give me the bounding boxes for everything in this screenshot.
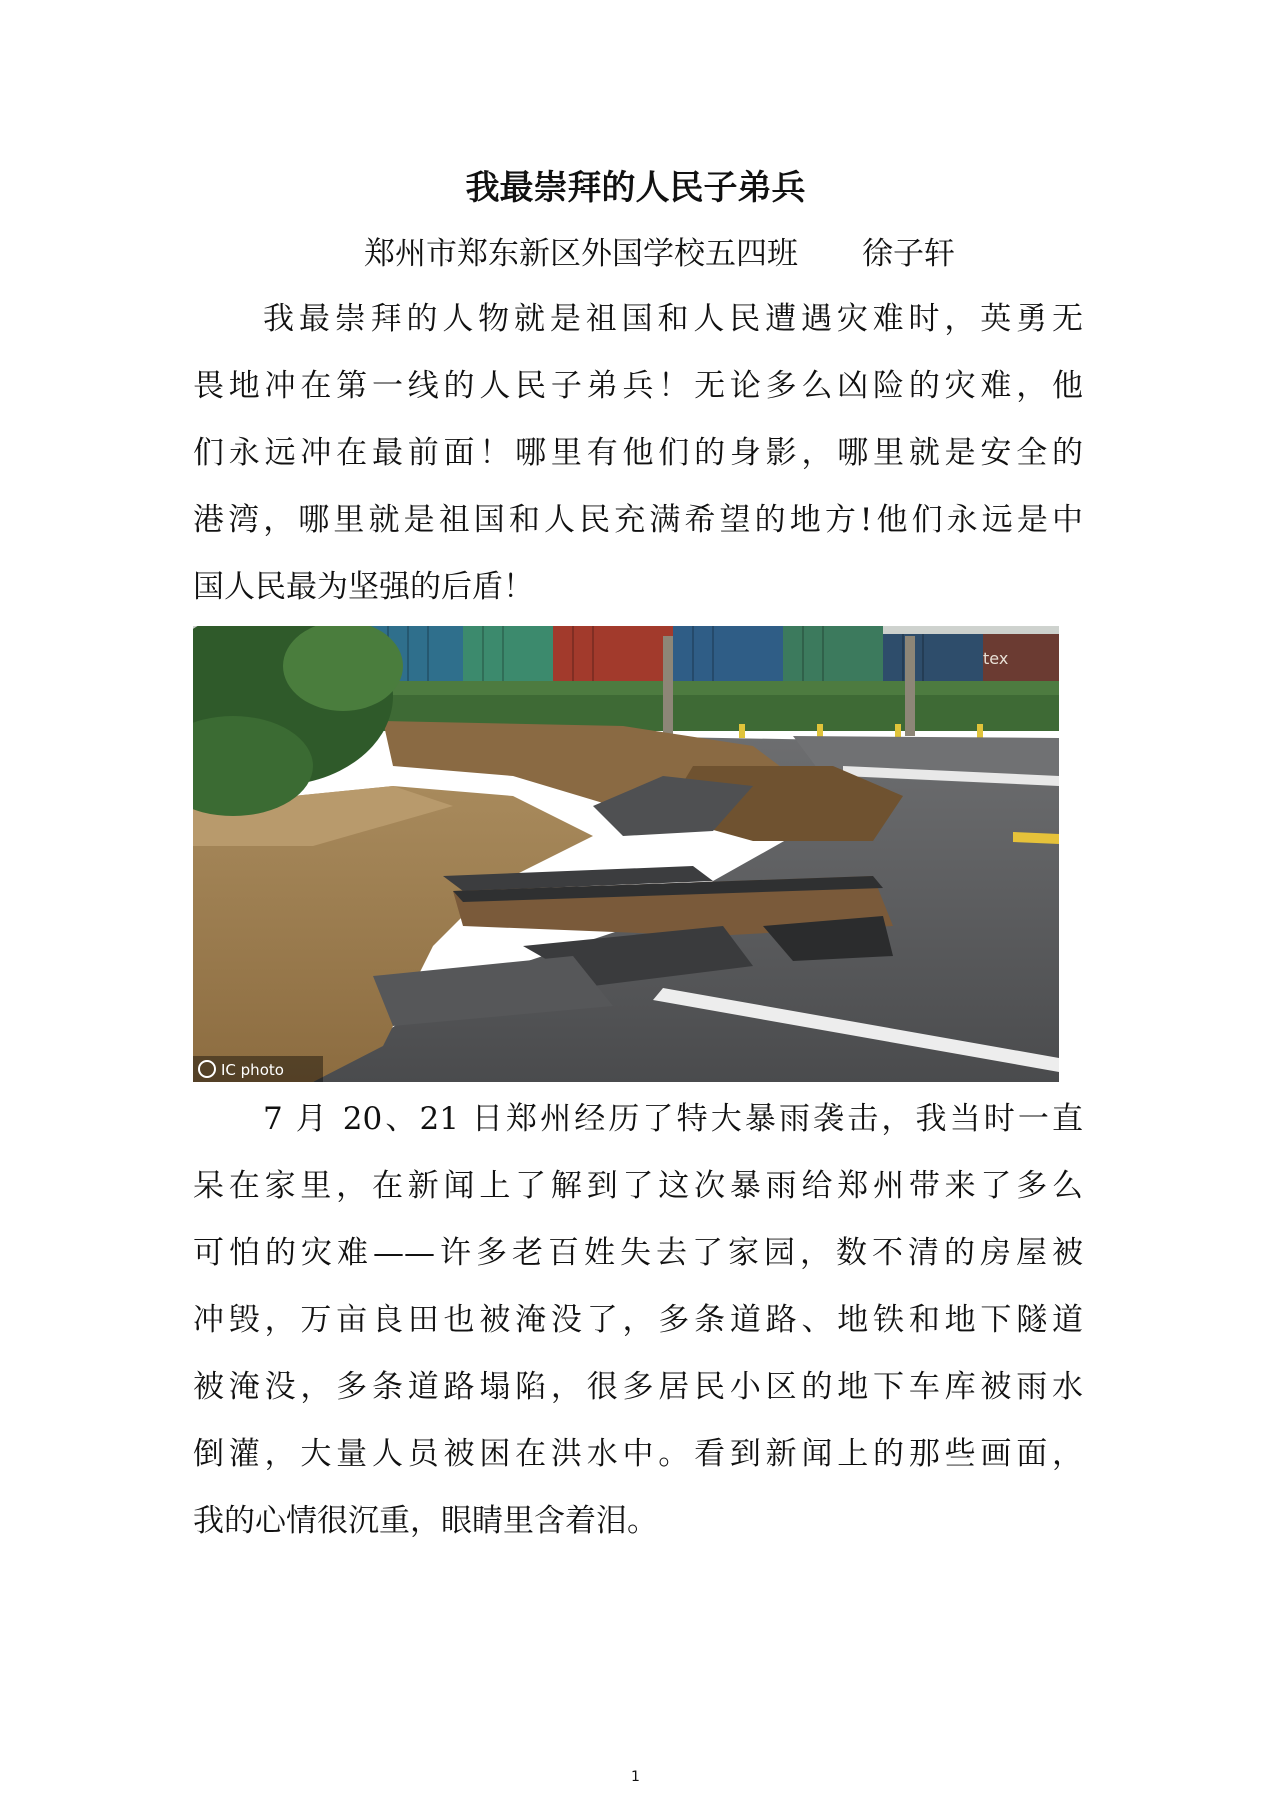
paragraph-line: 们永远冲在最前面！哪里有他们的身影，哪里就是安全的 [193,435,1083,471]
paragraph-line: 倒灌，大量人员被困在洪水中。看到新闻上的那些画面， [193,1436,1083,1472]
school-class: 郑州市郑东新区外国学校五四班 [364,236,798,272]
paragraph-line: 7 月 20、21 日郑州经历了特大暴雨袭击，我当时一直 [263,1101,1083,1137]
essay-title: 我最崇拜的人民子弟兵 [465,168,806,208]
paragraph-line: 呆在家里，在新闻上了解到了这次暴雨给郑州带来了多么 [193,1168,1083,1204]
paragraph-line: 被淹没，多条道路塌陷，很多居民小区的地下车库被雨水 [193,1369,1083,1405]
paragraph-line: 冲毁，万亩良田也被淹没了，多条道路、地铁和地下隧道 [193,1302,1083,1338]
paragraph-2 [193,1086,1083,1555]
photo-watermark: IC photo [221,1061,284,1079]
container-label: tex [983,649,1009,668]
page-number: 1 [631,1769,640,1785]
paragraph-1 [193,286,1083,621]
byline [364,232,955,276]
paragraph-line: 港湾，哪里就是祖国和人民充满希望的地方!他们永远是中 [193,502,1083,538]
paragraph-line: 我的心情很沉重，眼睛里含着泪。 [193,1503,658,1539]
paragraph-line: 畏地冲在第一线的人民子弟兵！无论多么凶险的灾难，他 [193,368,1083,404]
paragraph-line: 我最崇拜的人物就是祖国和人民遭遇灾难时，英勇无 [263,301,1083,337]
paragraph-line: 可怕的灾难——许多老百姓失去了家园，数不清的房屋被 [193,1235,1083,1271]
paragraph-line: 国人民最为坚强的后盾！ [193,569,534,605]
flood-road-collapse-photo [193,626,1059,1082]
author-name: 徐子轩 [862,236,955,272]
